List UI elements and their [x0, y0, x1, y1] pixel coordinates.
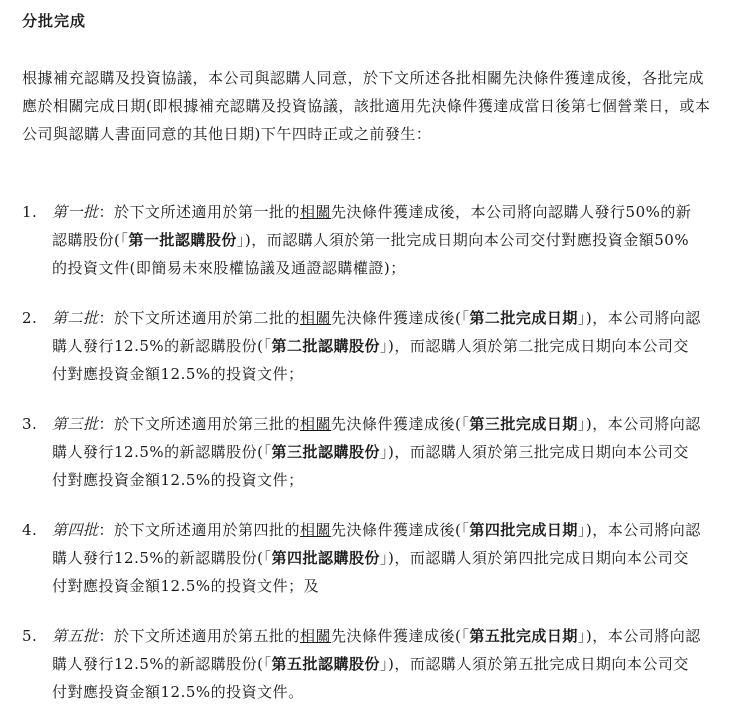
tranche-label: 第二批 — [52, 309, 99, 327]
item-text: 先決條件獲達成後(「 — [331, 627, 470, 645]
item-number: 1. — [22, 203, 38, 221]
section-heading: 分批完成 — [22, 12, 87, 30]
item-number: 5. — [22, 627, 38, 645]
item-text: ：於下文所述適用於第三批的 — [98, 415, 301, 433]
item-body — [52, 304, 704, 388]
item-text: 」)，本公司將向認購人發行12.5%的新認購股份(「 — [52, 415, 701, 461]
item-text: 」)，而認購人須於第一批完成日期向本公司交付對應投資金額50%的投資文件(即簡易未來股權協議及通證認購權證)； — [52, 231, 690, 277]
underlined-term: 相關 — [300, 309, 332, 327]
tranche-label: 第四批 — [52, 521, 99, 539]
item-number: 4. — [22, 521, 38, 539]
item-text: ：於下文所述適用於第二批的 — [98, 309, 301, 327]
item-body — [52, 622, 704, 706]
defined-term: 第五批認購股份 — [271, 655, 381, 673]
item-text: 」)，而認購人須於第四批完成日期向本公司交付對應投資金額12.5%的投資文件；及 — [52, 549, 689, 595]
underlined-term: 相關 — [300, 415, 332, 433]
item-body — [52, 410, 704, 494]
item-text: 」)，本公司將向認購人發行12.5%的新認購股份(「 — [52, 521, 701, 567]
item-text: 」)，而認購人須於第五批完成日期向本公司交付對應投資金額12.5%的投資文件。 — [52, 655, 689, 701]
intro-paragraph: 根據補充認購及投資協議，本公司與認購人同意，於下文所述各批相關先決條件獲達成後，各批完成應於相關完成日期(即根據補充認購及投資協議，該批適用先決條件獲達成當日後第七個營業日，或本公司與認購人書面同意的其他日期)下午四時正或之前發生： — [22, 69, 711, 143]
item-text: 」)，而認購人須於第三批完成日期向本公司交付對應投資金額12.5%的投資文件； — [52, 443, 689, 489]
defined-term: 第二批認購股份 — [271, 337, 381, 355]
list-item — [22, 516, 712, 600]
item-text: 先決條件獲達成後(「 — [331, 521, 470, 539]
item-number: 2. — [22, 309, 38, 327]
item-text: ：於下文所述適用於第四批的 — [98, 521, 301, 539]
list-item — [22, 410, 712, 494]
list-item — [22, 622, 712, 706]
defined-term: 第四批認購股份 — [271, 549, 381, 567]
item-text: 」)，而認購人須於第二批完成日期向本公司交付對應投資金額12.5%的投資文件； — [52, 337, 689, 383]
item-number: 3. — [22, 415, 38, 433]
list-item — [22, 198, 712, 282]
defined-term: 第一批認購股份 — [128, 231, 237, 249]
item-body — [52, 516, 704, 600]
underlined-term: 相關 — [300, 627, 332, 645]
item-text: ：於下文所述適用於第五批的 — [98, 627, 301, 645]
defined-term: 第二批完成日期 — [469, 309, 578, 327]
item-text: 」)，本公司將向認購人發行12.5%的新認購股份(「 — [52, 309, 701, 355]
item-text: 先決條件獲達成後(「 — [331, 415, 470, 433]
defined-term: 第三批完成日期 — [469, 415, 578, 433]
defined-term: 第五批完成日期 — [469, 627, 578, 645]
defined-term: 第三批認購股份 — [271, 443, 381, 461]
underlined-term: 相關 — [300, 521, 332, 539]
item-text: 先決條件獲達成後(「 — [331, 309, 470, 327]
item-text: 」)，本公司將向認購人發行12.5%的新認購股份(「 — [52, 627, 701, 673]
item-text: 先決條件獲達成後，本公司將向認購人發行50%的新認購股份(「 — [52, 203, 692, 249]
item-text: ：於下文所述適用於第一批的 — [98, 203, 301, 221]
tranche-label: 第一批 — [52, 203, 99, 221]
item-body — [52, 198, 704, 282]
list-item — [22, 304, 712, 388]
underlined-term: 相關 — [300, 203, 332, 221]
tranche-label: 第五批 — [52, 627, 99, 645]
tranche-label: 第三批 — [52, 415, 99, 433]
defined-term: 第四批完成日期 — [469, 521, 578, 539]
